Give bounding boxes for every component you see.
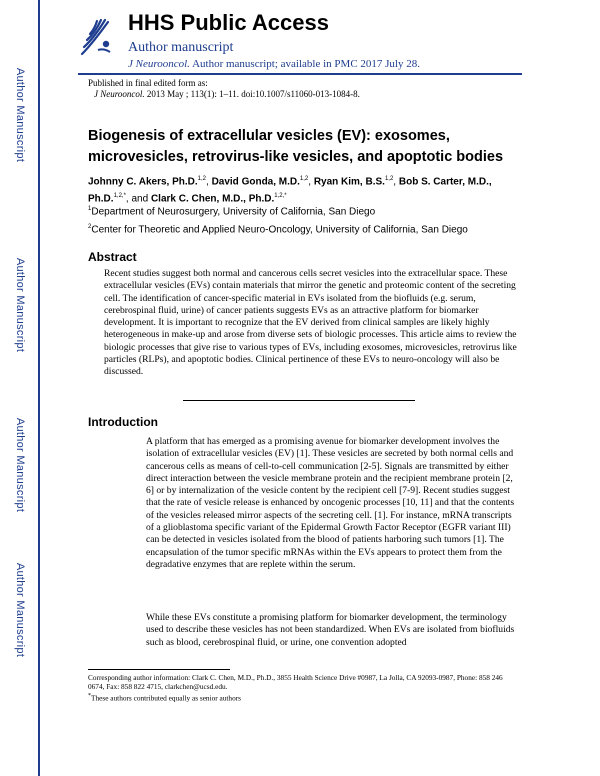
author-separator: , <box>308 176 314 188</box>
introduction-paragraph: While these EVs constitute a promising platform for biomarker development, the terminology used to describe these vesicles has not been standardized. When EVs are isolated from biofluids such as blood, cerebrospinal fluid, or urine, one convention adopted <box>146 612 515 648</box>
footnote-text: These authors contributed equally as senior authors <box>91 693 241 703</box>
author-manuscript-label: Author manuscript <box>128 40 234 55</box>
journal-name: J Neurooncol. <box>128 58 190 70</box>
sidebar-label: Author Manuscript <box>14 417 26 513</box>
sidebar-label: Author Manuscript <box>14 257 26 353</box>
author-name: Clark C. Chen, M.D., Ph.D. <box>150 193 275 205</box>
author-list <box>88 172 528 207</box>
abstract-text: Recent studies suggest both normal and cancerous cells secret vesicles into the extracellular space. These extracellular vesicles (EVs) contain materials that mirror the genetic and proteomic content of the secreting cell. The identification of cancer-specific material in EVs isolated from the biofluids (e.g. serum, cerebrospinal fluid, urine) of cancer patients suggests EVs as an attractive platform for biomarker development. It is important to recognize that the EV derived from clinical samples are likely highly heterogeneous in make-up and arose from diverse sets of biologic processes. This article aims to review the biologic processes that give rise to various types of EVs, including exosomes, microvesicles, retrovirus like particles (RLPs), and apoptotic bodies. Clinical pertinence of these EVs to neuro-oncology will also be discussed. <box>104 268 517 378</box>
author-name: Bob S. Carter, M.D., Ph.D. <box>88 176 492 205</box>
affiliation-text: Department of Neurosurgery, University of California, San Diego <box>91 206 376 218</box>
author-name: Ryan Kim, B.S. <box>313 176 385 188</box>
footnote-divider <box>88 669 230 670</box>
author-affil-mark: 1,2 <box>299 176 309 182</box>
author-name: David Gonda, M.D. <box>211 176 300 188</box>
author-name: Johnny C. Akers, Ph.D. <box>88 176 198 188</box>
sidebar-label: Author Manuscript <box>14 67 26 163</box>
abstract-divider <box>183 400 415 401</box>
author-affil-mark: 1,2 <box>384 176 394 182</box>
article-title: Biogenesis of extracellular vesicles (EV): exosomes, microvesicles, retrovirus-like vesicles, and apoptotic bodies <box>88 128 504 165</box>
hhs-eagle-icon <box>78 14 112 58</box>
author-affil-mark: 1,2,* <box>113 193 126 200</box>
affiliation-number: 2 <box>88 224 92 230</box>
author-affil-mark: 1,2,* <box>274 193 287 200</box>
author-affil-mark: 1,2 <box>197 176 206 182</box>
hhs-public-access-title: HHS Public Access <box>128 10 329 35</box>
author-separator: , and <box>125 193 151 205</box>
sidebar-divider <box>38 0 40 776</box>
header-divider <box>78 73 522 75</box>
equal-contribution-footnote <box>88 692 518 703</box>
introduction-heading: Introduction <box>88 415 158 429</box>
journal-availability <box>128 58 420 70</box>
affiliation <box>88 224 468 235</box>
affiliation-text: Center for Theoretic and Applied Neuro-Oncology, University of California, San Diego <box>91 224 468 236</box>
sidebar <box>0 0 40 776</box>
published-label: Published in final edited form as: <box>88 78 208 88</box>
citation-details: 2013 May ; 113(1): 1–11. doi:10.1007/s11060-013-1084-8. <box>144 89 360 99</box>
affiliation-number: 1 <box>88 206 92 212</box>
citation-journal: J Neurooncol. <box>94 89 145 99</box>
introduction-paragraph: A platform that has emerged as a promising avenue for biomarker development involves the isolation of extracellular vesicles (EV) [1]. These vesicles are secreted by both normal cells and cancerous cells as means of cell-to-cell communication [2-5]. Signals are transmitted by either direct interaction between the vesicle membrane protein and the recipient membrane protein [2, 6] or by internalization of the vesicle content by the recipient cell [7-9]. Recent studies suggest that the rate of vesicle release is enhanced by oncogenic processes [10, 11] and that the contents of the vesicles released mirror aspects of the secreting cell. [1]. For instance, mRNA transcripts of a glioblastoma specific variant of the Epidermal Growth Factor Receptor (EGFR variant III) can be detected in vesicles isolated from the blood of patients harboring such tumors [1]. The encapsulation of the tumor specific mRNAs within the EVs appears to protect them from the degradative enzymes that are replete within the serum. <box>146 436 515 570</box>
sidebar-label: Author Manuscript <box>14 562 26 658</box>
abstract-heading: Abstract <box>88 250 137 264</box>
publication-citation <box>94 89 360 99</box>
corresponding-author-footnote: Corresponding author information: Clark C. Chen, M.D., Ph.D., 3855 Health Science Drive #0987, La Jolla, CA 92093-0987, Phone: 858 246 0674, Fax: 858 822 4715, clarkchen@ucsd.edu. <box>88 673 503 692</box>
author-separator: , <box>206 176 212 188</box>
availability-text: Author manuscript; available in PMC 2017 July 28. <box>189 58 420 70</box>
footnote-mark: * <box>88 693 92 699</box>
affiliation <box>88 206 375 217</box>
author-separator: , <box>393 176 399 188</box>
